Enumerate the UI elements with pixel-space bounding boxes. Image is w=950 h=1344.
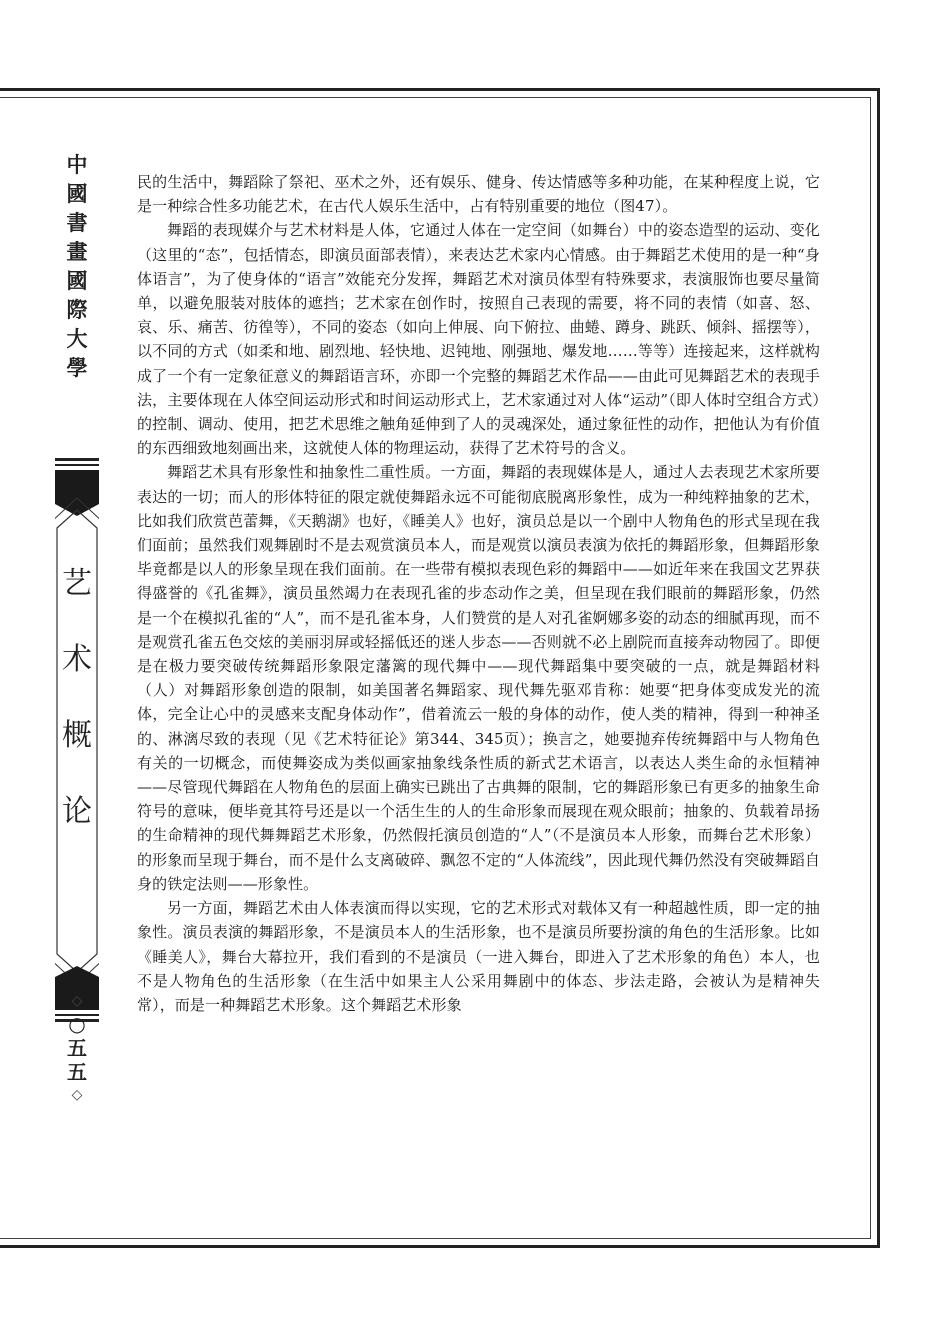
university-title bbox=[55, 150, 99, 382]
university-char: 畫 bbox=[66, 239, 88, 264]
page-number-char: 五 bbox=[67, 1060, 87, 1084]
book-title bbox=[55, 546, 99, 850]
paragraph: 舞蹈的表现媒介与艺术材料是人体，它通过人体在一定空间（如舞台）中的姿态造型的运动、变化（这里的“态”，包括情态，即演员面部表情），来表达艺术家内心情感。由于舞蹈艺术使用的是一种“身体语言”，为了使身体的“语言”效能充分发挥，舞蹈艺术对演员体型有特殊要求，表演服饰也要尽量简单，以避免服装对肢体的遮挡；艺术家在创作时，按照自己表现的需要，将不同的表情（如喜、怒、哀、乐、痛苦、彷徨等），不同的姿态（如向上伸展、向下俯拉、曲蜷、蹲身、跳跃、倾斜、摇摆等），以不同的方式（如柔和地、剧烈地、轻快地、迟钝地、刚强地、爆发地……等等）连接起来，这样就构成了一个有一定象征意义的舞蹈语言环，亦即一个完整的舞蹈艺术作品——由此可见舞蹈艺术的表现手法，主要体现在人体空间运动形式和时间运动形式上，艺术家通过对人体“运动”（即人体时空组合方式）的控制、调动、使用，把艺术思维之触角延伸到了人的灵魂深处，通过象征性的动作，把他认为有价值的东西细致地刻画出来，这就使人体的物理运动，获得了艺术符号的含义。 bbox=[137, 221, 820, 458]
book-title-char: 概 bbox=[62, 718, 92, 753]
university-char: 學 bbox=[66, 355, 88, 380]
university-char: 大 bbox=[66, 326, 88, 351]
university-char: 中 bbox=[66, 152, 88, 177]
page-number-char: ○ bbox=[68, 1012, 86, 1036]
sidebar bbox=[55, 140, 99, 1140]
diamond-icon: ◇ bbox=[71, 1087, 83, 1103]
diamond-icon: ◇ bbox=[71, 993, 83, 1009]
university-char: 國 bbox=[66, 268, 88, 293]
body-text bbox=[137, 170, 820, 1017]
page-number bbox=[55, 990, 99, 1106]
book-title-char: 术 bbox=[62, 642, 92, 677]
university-char: 書 bbox=[66, 210, 88, 235]
book-title-char: 论 bbox=[62, 794, 92, 829]
university-char: 國 bbox=[66, 181, 88, 206]
book-title-char: 艺 bbox=[62, 566, 92, 601]
paragraph: 民的生活中，舞蹈除了祭祀、巫术之外，还有娱乐、健身、传达情感等多种功能，在某种程度上说，它是一种综合性多功能艺术，在古代人娱乐生活中，占有特别重要的地位（图47）。 bbox=[137, 173, 820, 216]
page-number-char: 五 bbox=[67, 1036, 87, 1060]
university-char: 際 bbox=[66, 297, 88, 322]
book-title-banner bbox=[55, 458, 99, 1024]
paragraph: 另一方面，舞蹈艺术由人体表演而得以实现，它的艺术形式对载体又有一种超越性质，即一定的抽象性。演员表演的舞蹈形象，不是演员本人的生活形象，也不是演员所要扮演的角色的生活形象。比如《睡美人》，舞台大幕拉开，我们看到的不是演员（一进入舞台，即进入了艺术形象的角色）本人，也不是人物角色的生活形象（在生活中如果主人公采用舞剧中的体态、步法走路，会被认为是精神失常），而是一种舞蹈艺术形象。这个舞蹈艺术形象 bbox=[137, 899, 820, 1014]
paragraph: 舞蹈艺术具有形象性和抽象性二重性质。一方面，舞蹈的表现媒体是人，通过人去表现艺术家所要表达的一切；而人的形体特征的限定就使舞蹈永远不可能彻底脱离形象性，成为一种纯粹抽象的艺术，比如我们欣赏芭蕾舞，《天鹅湖》也好，《睡美人》也好，演员总是以一个剧中人物角色的形式呈现在我们面前；虽然我们观舞剧时不是去观赏演员本人，而是观赏以演员表演为依托的舞蹈形象，但舞蹈形象毕竟都是以人的形象呈现在我们面前。在一些带有模拟表现色彩的舞蹈中——如近年来在我国文艺界获得盛誉的《孔雀舞》，演员虽然竭力在表现孔雀的步态动作之美，但呈现在我们眼前的舞蹈形象，仍然是一个在模拟孔雀的“人”，而不是孔雀本身，人们赞赏的是人对孔雀婀娜多姿的动态的细腻再现，而不是观赏孔雀五色交炫的美丽羽屏或轻摇低还的迷人步态——否则就不必上剧院而直接奔动物园了。即便是在极力要突破传统舞蹈形象限定藩篱的现代舞中——现代舞蹈集中要突破的一点，就是舞蹈材料（人）对舞蹈形象创造的限制，如美国著名舞蹈家、现代舞先驱邓肯称：她要“把身体变成发光的流体，完全让心中的灵感来支配身体动作”，借着流云一般的身体的动作，使人类的精神，得到一种神圣的、淋漓尽致的表现（见《艺术特征论》第344、345页）；换言之，她要抛弃传统舞蹈中与人物角色有关的一切概念，而使舞姿成为类似画家抽象线条性质的新式艺术语言，以表达人类生命的永恒精神——尽管现代舞蹈在人物角色的层面上确实已跳出了古典舞的限制，它的舞蹈形象已有更多的抽象生命符号的意味，便毕竟其符号还是以一个活生生的人的生命形象而展现在观众眼前；抽象的、负载着昂扬的生命精神的现代舞舞蹈艺术形象，仍然假托演员创造的“人”（不是演员本人形象，而舞台艺术形象）的形象而呈现于舞台，而不是什么支离破碎、飘忽不定的“人体流线”，因此现代舞仍然没有突破舞蹈自身的铁定法则——形象性。 bbox=[137, 463, 820, 893]
